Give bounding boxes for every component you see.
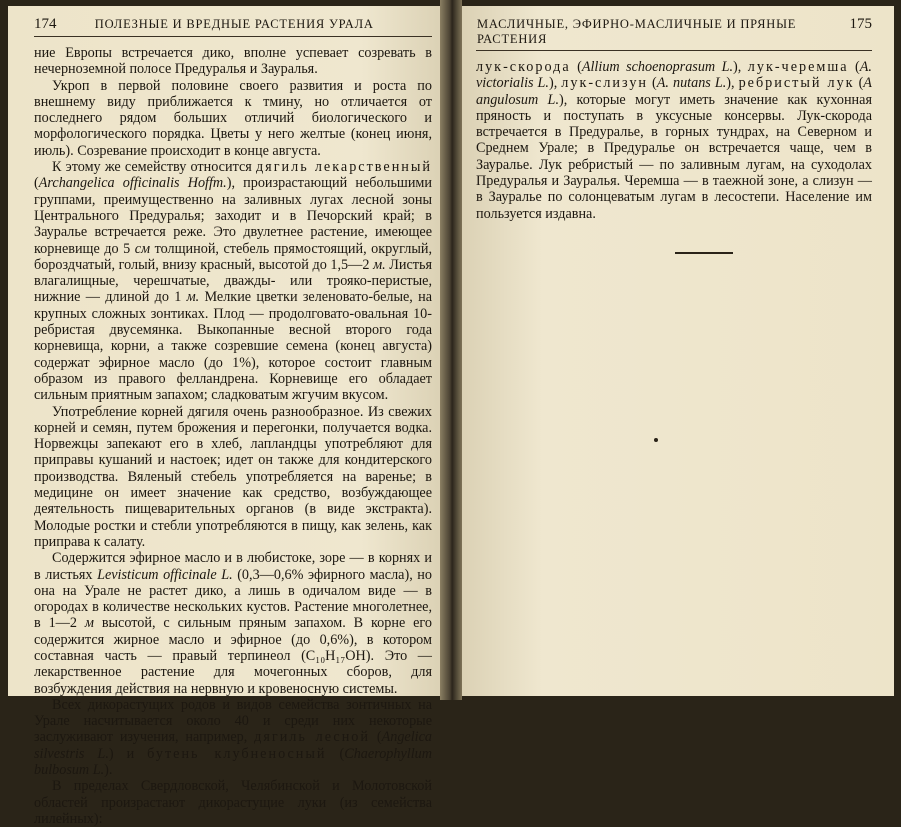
text-run: ( xyxy=(326,745,345,762)
left-body-text xyxy=(34,45,432,827)
plant-name: ребристый лук xyxy=(738,75,855,92)
text-run: Листья влагалищные, черешчатые, дважды- или трояко-перистые, нижние — длиной до 1 xyxy=(34,256,432,306)
text-run: ), которые могут иметь значение как кухонная пряность и поступать в уксусные консервы. Лук-скорода встречается в Предуралье, в горных тундрах, на Северном и Среднем Урале; в Предуралье он встречается чаще, чем в Зауралье. Лук ребристый — по заливным лугам, на суходолах Предуралья и Зауралья. Черемша — в таежной зоне, а слизун — в Зауралье по солонцеватым лугам в лесостепи. Население им пользуется издавна. xyxy=(476,91,872,222)
text-run: ), произрастающий небольшими группами, преимущественно на заливных лугах лесной зоны Центрального Предуралья; заходит и в Печорский край; в Зауралье встречается реже. Это двулетнее растение, имеющее корневище до 5 xyxy=(34,175,432,257)
latin-name: A. nutans L. xyxy=(656,75,727,92)
print-speck xyxy=(654,438,658,442)
text-run: Всех дикорастущих родов и видов семейства зонтичных на Урале насчитывается около 40 и среди них некоторые заслуживают изучения, например, xyxy=(34,696,432,746)
left-page-number: 174 xyxy=(34,16,57,32)
right-running-title: МАСЛИЧНЫЕ, ЭФИРНО-МАСЛИЧНЫЕ И ПРЯНЫЕ РАСТЕНИЯ xyxy=(476,17,797,46)
text-run: Укроп в первой половине своего развития и роста по внешнему виду приближается к тмину, но отличается от последнего рядом больших отличий биологического и морфологического порядка. Цветы у него желтые (конец июня, июль). Созревание происходит в конце августа. xyxy=(34,77,432,159)
text-run: ), xyxy=(548,75,562,92)
section-end-rule xyxy=(675,252,733,254)
text-run: ние Европы встречается дико, вполне успевает созревать в нечерноземной полосе Предуралья и Зауралья. xyxy=(34,45,432,78)
right-page xyxy=(454,6,894,696)
text-run: ( xyxy=(848,59,860,75)
paragraph xyxy=(34,778,432,827)
right-page-number: 175 xyxy=(849,16,872,32)
latin-name: м. xyxy=(373,256,386,273)
text-run: высотой, с сильным пряным запахом. В корне его содержится жирное масло и эфирное (до 0,6%), в котором составная часть — правый терпинеол (C₁₀H₁₇OH). Это — лекарственное растение для мочегонных сборов, для возбуждения действия на нервную и кровеносную системы. xyxy=(34,615,432,697)
right-body-text xyxy=(476,59,872,222)
latin-name: A angulosum L. xyxy=(476,75,872,108)
latin-name: см xyxy=(134,240,151,257)
text-run: ) и xyxy=(108,745,148,762)
plant-name: лук-черемша xyxy=(747,59,849,75)
paragraph xyxy=(34,45,432,78)
plant-name: лук-скорода xyxy=(476,59,571,75)
text-run: В пределах Свердловской, Челябинской и Молотовской областей произрастают дикорастущие луки (из семейства лилейных): xyxy=(34,778,432,827)
text-run: Употребление корней дягиля очень разнообразное. Из свежих корней и семян, путем брожения и перегонки, получается водка. Норвежцы запекают его в хлеб, лапландцы употребляют для приправы кушаний и настоек; идет он также для кондитерского производства. Вяленый стебель употребляется на варенье; в медицине он имеет значение как средство, возбуждающее деятельность пищеварительных органов (в виде экстракта). Молодые ростки и стебли употребляются в пищу, как зелень, как приправа к салату. xyxy=(34,403,432,550)
plant-name: дягиль лесной xyxy=(254,729,370,746)
text-run: (0,3—0,6% эфирного масла), но она на Урале не растет дико, а лишь в одичалом виде — в огородах в количестве нескольких кустов. Растение многолетнее, в 1—2 xyxy=(34,566,432,632)
paragraph xyxy=(34,78,432,159)
text-run: ( xyxy=(369,729,382,746)
right-running-head xyxy=(476,16,872,51)
latin-name: м. xyxy=(186,289,200,306)
text-run: толщиной, стебель прямостоящий, округлый, бороздчатый, голый, внизу красный, высотой до 1,5—2 xyxy=(34,240,433,273)
latin-name: Angelica silvestris L. xyxy=(34,729,432,762)
text-run: ( xyxy=(570,59,582,75)
book-gutter xyxy=(440,0,462,700)
latin-name: Allium schoenoprasum L. xyxy=(581,59,734,75)
left-running-title: ПОЛЕЗНЫЕ И ВРЕДНЫЕ РАСТЕНИЯ УРАЛА xyxy=(94,17,374,31)
left-page xyxy=(8,6,450,827)
text-run: К этому же семейству относится xyxy=(52,159,256,176)
latin-name: A. victorialis L. xyxy=(476,59,872,92)
plant-name: лук-слизун xyxy=(561,75,649,92)
latin-name: Archangelica officinalis Hoffm. xyxy=(38,175,227,192)
plant-name: дягиль лекарственный xyxy=(255,159,433,176)
text-run: ). xyxy=(104,762,113,779)
text-run: ( xyxy=(34,175,39,192)
latin-name: Levisticum officinale L. xyxy=(97,566,233,583)
plant-name: бутень клубненосный xyxy=(147,745,327,762)
text-run: Содержится эфирное масло и в любистоке, зоре — в корнях и в листьях xyxy=(34,550,432,583)
paragraph xyxy=(34,159,432,403)
text-run: Мелкие цветки зеленовато-белые, на крупных сложных зонтиках. Плод — продолговато-овальная 10-ребристая двусемянка. Выкопанные весной второго года корневища, корни, а также созревшие семена (конец августа) содержат эфирное масло (до 1%), которое состоит главным образом из правого фелландрена. Корневище его обладает сильным приятным запахом; сладковатым жгучим вкусом. xyxy=(34,289,432,404)
text-run: ), xyxy=(733,59,748,75)
text-run: ( xyxy=(648,75,657,92)
paragraph xyxy=(34,697,432,778)
text-run: ( xyxy=(854,75,864,92)
latin-name: м xyxy=(84,615,94,632)
text-run: ), xyxy=(726,75,739,92)
paragraph xyxy=(34,550,432,697)
latin-name: Chaerophyllum bulbosum L. xyxy=(34,745,432,779)
paragraph xyxy=(34,404,432,551)
paragraph xyxy=(476,59,872,222)
left-running-head xyxy=(34,16,432,37)
